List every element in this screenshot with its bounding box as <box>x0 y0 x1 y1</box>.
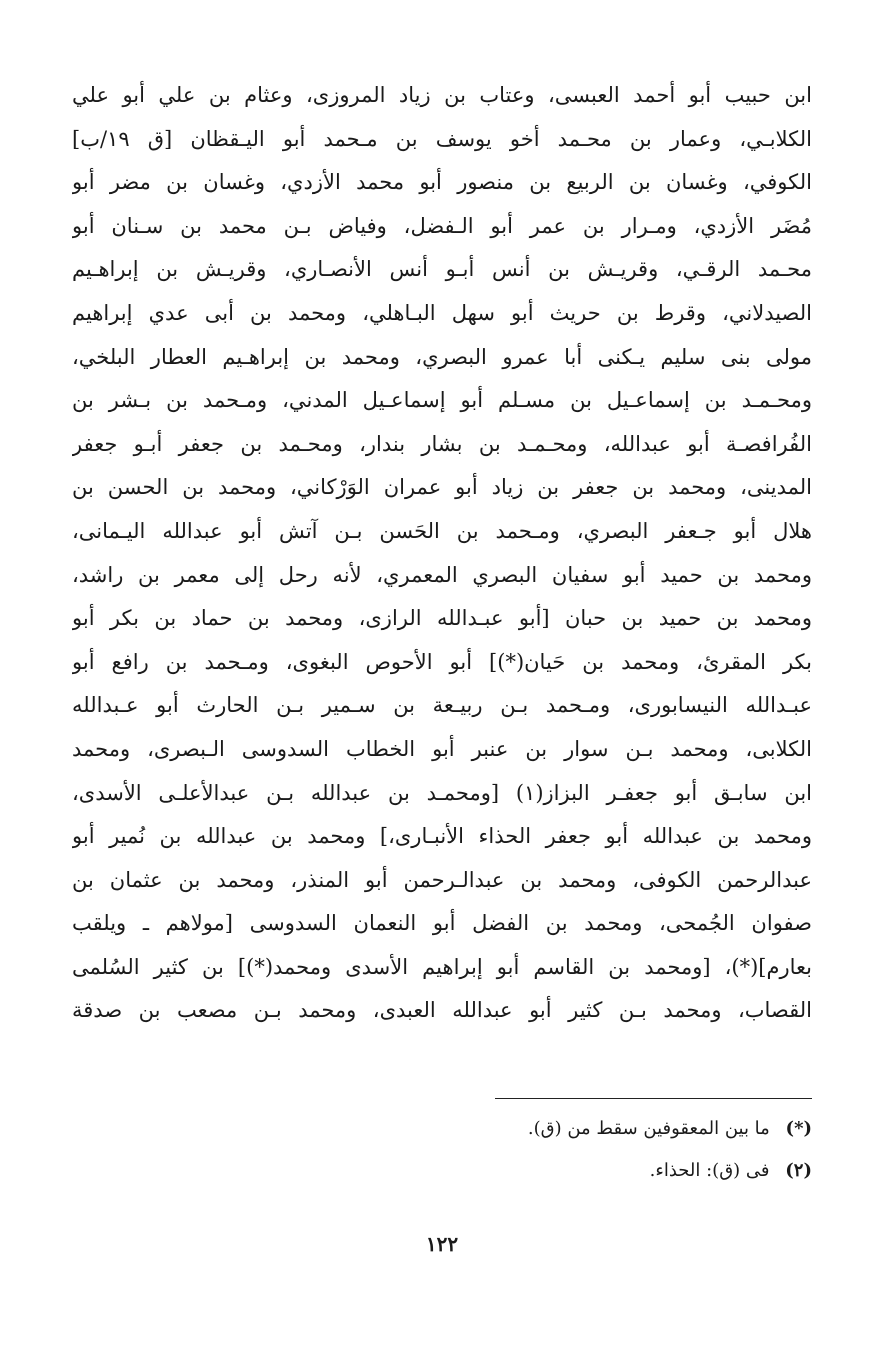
text-line: الفُرافصـة أبو عبدالله، ومحـمـد بن بشار بندار، ومحـمد بن جعفر أبـو جعفر <box>72 431 812 456</box>
footnote-item <box>72 1108 812 1150</box>
text-line: مُضَر الأزدي، ومـرار بن عمر أبو الـفضل، وفياض بـن محمد بن سـنان أبو <box>72 213 812 238</box>
footnote-separator-rule <box>495 1098 812 1099</box>
footnote-marker: (٢) <box>785 1160 812 1181</box>
text-line: ومحمد بن حميد أبو سفيان البصري المعمري، لأنه رحل إلى معمر بن راشد، <box>72 562 812 587</box>
text-line: بكر المقرئ، ومحمد بن حَيان(*)] أبو الأحوص البغوى، ومـحمد بن رافع أبو <box>72 649 812 674</box>
text-line: بعارم](*)، [ومحمد بن القاسم أبو إبراهيم الأسدى ومحمد(*)] بن كثير السُلمى <box>72 954 812 979</box>
footnote-text: ما بين المعقوفين سقط من (ق). <box>527 1118 770 1139</box>
text-line: الصيدلاني، وقرط بن حريث أبو سهل البـاهلي، ومحمد بن أبى عدي إبراهيم <box>72 300 812 325</box>
text-line: ابن حبيب أبو أحمد العبسى، وعتاب بن زياد المروزى، وعثام بن علي أبو علي <box>72 83 812 107</box>
page-number: ١٢٢ <box>425 1232 459 1256</box>
text-line: هلال أبو جـعفر البصري، ومـحمد بن الحَسن بـن آتش أبو عبدالله اليـمانى، <box>72 518 812 543</box>
text-line: المدينى، ومحمد بن جعفر بن زياد أبو عمران الوَرْكاني، ومحمد بن الحسن بن <box>72 475 812 500</box>
text-line: مولى بنى سليم يـكنى أبا عمرو البصري، ومحمد بن إبراهـيم العطار البلخي، <box>72 344 812 369</box>
text-line: الكلابـي، وعمار بن محـمد أخو يوسف بن مـحمد أبو اليـقظان [ق ١٩/ب] <box>72 126 812 151</box>
footnotes-block <box>72 1108 812 1192</box>
text-line: عبـدالله النيسابورى، ومـحمد بـن ربيـعة بن سـمير بـن الحارث أبو عـبدالله <box>72 693 812 718</box>
text-line: ومحمد بن حميد بن حبان [أبو عبـدالله الرازى، ومحمد بن حماد بن بكر أبو <box>72 606 812 631</box>
text-line: ابن سابـق أبو جعفـر البزاز(١) [ومحمـد بن عبدالله بـن عبدالأعلـى الأسدى، <box>72 780 812 805</box>
footnote-item <box>72 1150 812 1192</box>
text-line: ومحمد بن عبدالله أبو جعفر الحذاء الأنبـارى،] ومحمد بن عبدالله بن نُمير أبو <box>72 824 812 849</box>
text-line: صفوان الجُمحى، ومحمد بن الفضل أبو النعمان السدوسى [مولاهم ـ ويلقب <box>72 911 812 936</box>
text-line: الكلابى، ومحمد بـن سوار بن عنبر أبو الخطاب السدوسى الـبصرى، ومحمد <box>72 736 812 761</box>
text-line: ومحـمـد بن إسماعـيل بن مسـلم أبو إسماعـيل المدني، ومـحمد بن بـشر بن <box>72 388 812 413</box>
text-line: محـمد الرقـي، وقريـش بن أنس أبـو أنس الأنصـاري، وقريـش بن إبراهـيم <box>72 257 812 282</box>
text-line: القصاب، ومحمد بـن كثير أبو عبدالله العبدى، ومحمد بـن مصعب بن صدقة <box>72 998 812 1023</box>
footnote-text: فى (ق): الحذاء. <box>649 1160 770 1181</box>
main-text-block <box>72 74 812 1033</box>
text-line: الكوفي، وغسان بن الربيع بن منصور أبو محمد الأزدي، وغسان بن مضر أبو <box>72 170 812 195</box>
text-line: عبدالرحمن الكوفى، ومحمد بن عبدالـرحمن أبو المنذر، ومحمد بن عثمان بن <box>72 867 812 892</box>
footnote-marker: (*) <box>785 1118 812 1139</box>
